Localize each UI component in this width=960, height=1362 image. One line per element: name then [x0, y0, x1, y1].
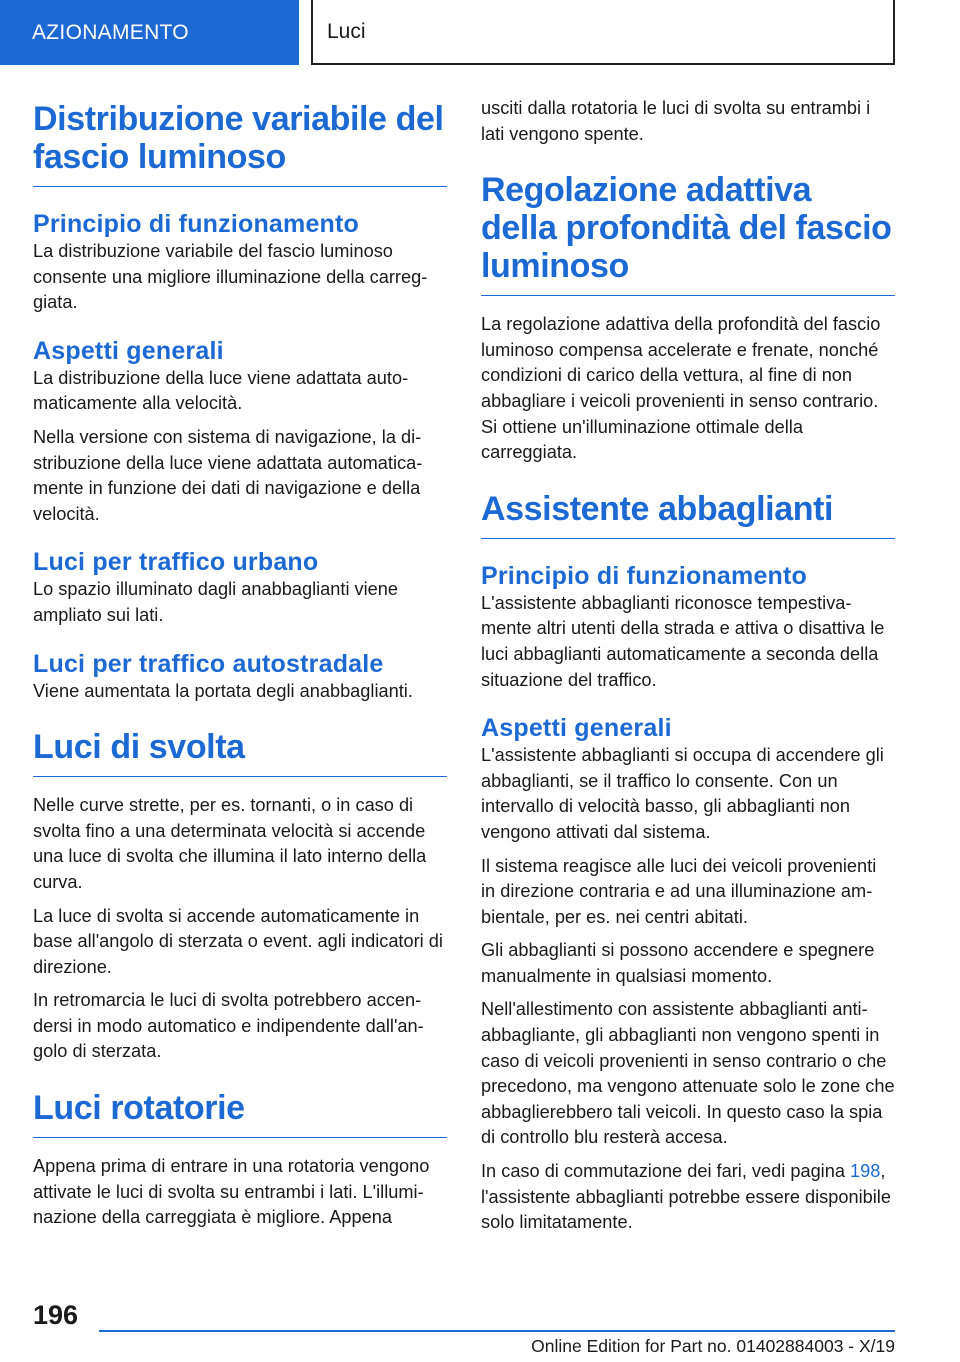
left-column [33, 100, 447, 1231]
paragraph: Nelle curve strette, per es. tornanti, o in caso di svolta fino a una determinata velocità si accende una luce di svolta che illumina il lato interno della curva. [33, 795, 427, 892]
text-span: In caso di commutazione dei fari, vedi pagina [481, 1161, 851, 1182]
page-number: 196 [33, 1300, 79, 1330]
subheading-principio: Principio di funzionamento [33, 210, 360, 238]
subheading-aspetti: Aspetti generali [481, 714, 672, 743]
paragraph: La regolazione adattiva della profondità del fascio luminoso compensa accelerate e frenate, nonché condizioni di carico della vettura, al fine di non abbagliare i veicoli provenienti in senso contrario. Si ottiene un'illuminazione ottimale della carreggiata. [481, 314, 881, 463]
paragraph: La distribuzione della luce viene adattata automaticamente alla velocità. [33, 367, 409, 414]
paragraph: Nella versione con sistema di navigazione, la distribuzione della luce viene adattata automaticamente in funzione dei dati di navigazione e della velocità. [33, 426, 423, 524]
heading-svolta: Luci di svolta [33, 728, 447, 777]
heading-rotatorie: Luci rotatorie [33, 1089, 447, 1138]
heading-distribuzione: Distribuzione variabile del fascio luminoso [33, 100, 447, 187]
text-span: , l'assistente abbaglianti potrebbe essere disponibile solo limitatamente. [481, 1161, 891, 1233]
paragraph: Il sistema reagisce alle luci dei veicoli provenienti in direzione contraria e ad una illuminazione ambientale, per es. nei centri abitati. [481, 855, 877, 927]
right-column [481, 96, 895, 1236]
subheading-urbano: Luci per traffico urbano [33, 548, 319, 577]
subheading-autostradale: Luci per traffico autostradale [33, 649, 384, 678]
paragraph: L'assistente abbaglianti si occupa di accendere gli abbaglianti, se il traffico lo consente. Con un intervallo di velocità basso, gli abbaglianti non vengono attivati dal sistema. [481, 745, 884, 842]
paragraph: La luce di svolta si accende automaticamente in base all'angolo di sterzata o event. agli indicatori di direzione. [33, 905, 443, 977]
section-tab: AZIONAMENTO [0, 0, 299, 65]
paragraph: La distribuzione variabile del fascio luminoso consente una migliore illuminazione della carreggiata. [33, 241, 428, 313]
paragraph: Lo spazio illuminato dagli anabbaglianti viene ampliato sui lati. [33, 579, 399, 625]
page-reference-link[interactable]: 198 [850, 1161, 881, 1182]
paragraph: L'assistente abbaglianti riconosce tempestivamente altri utenti della strada e attiva o disattiva le luci abbaglianti automaticamente a seconda della situazione del traffico. [481, 592, 885, 690]
paragraph: usciti dalla rotatoria le luci di svolta su entrambi i lati vengono spente. [481, 98, 871, 144]
footer-edition: Online Edition for Part no. 01402884003 - X/19 [531, 1336, 895, 1356]
paragraph: In retromarcia le luci di svolta potrebbero accendersi in modo automatico e indipendente dall'angolo di sterzata. [33, 990, 424, 1062]
paragraph: Gli abbaglianti si possono accendere e spegnere manualmente in qualsiasi momento. [481, 940, 875, 986]
paragraph: Appena prima di entrare in una rotatoria vengono attivate le luci di svolta su entrambi i lati. L'illuminazione della carreggiata è migliore. Appena [33, 1156, 430, 1228]
chapter-title: Luci [311, 0, 895, 65]
heading-regolazione: Regolazione adattiva della profondità del fascio luminoso [481, 171, 895, 296]
subheading-principio: Principio di funzionamento [481, 561, 808, 590]
heading-assistente: Assistente abbaglianti [481, 490, 895, 539]
paragraph: Viene aumentata la portata degli anabbaglianti. [33, 680, 413, 701]
footer-divider [99, 1330, 895, 1332]
paragraph [481, 1159, 895, 1236]
subheading-aspetti: Aspetti generali [33, 336, 224, 365]
paragraph: Nell'allestimento con assistente abbaglianti antiabbagliante, gli abbaglianti non vengono spenti in caso di veicoli provenienti in senso contrario o che precedono, ma vengono attenuate solo le zone che abbaglierebbero tali veicoli. In questo caso la spia di controllo blu resterà accesa. [481, 999, 895, 1148]
